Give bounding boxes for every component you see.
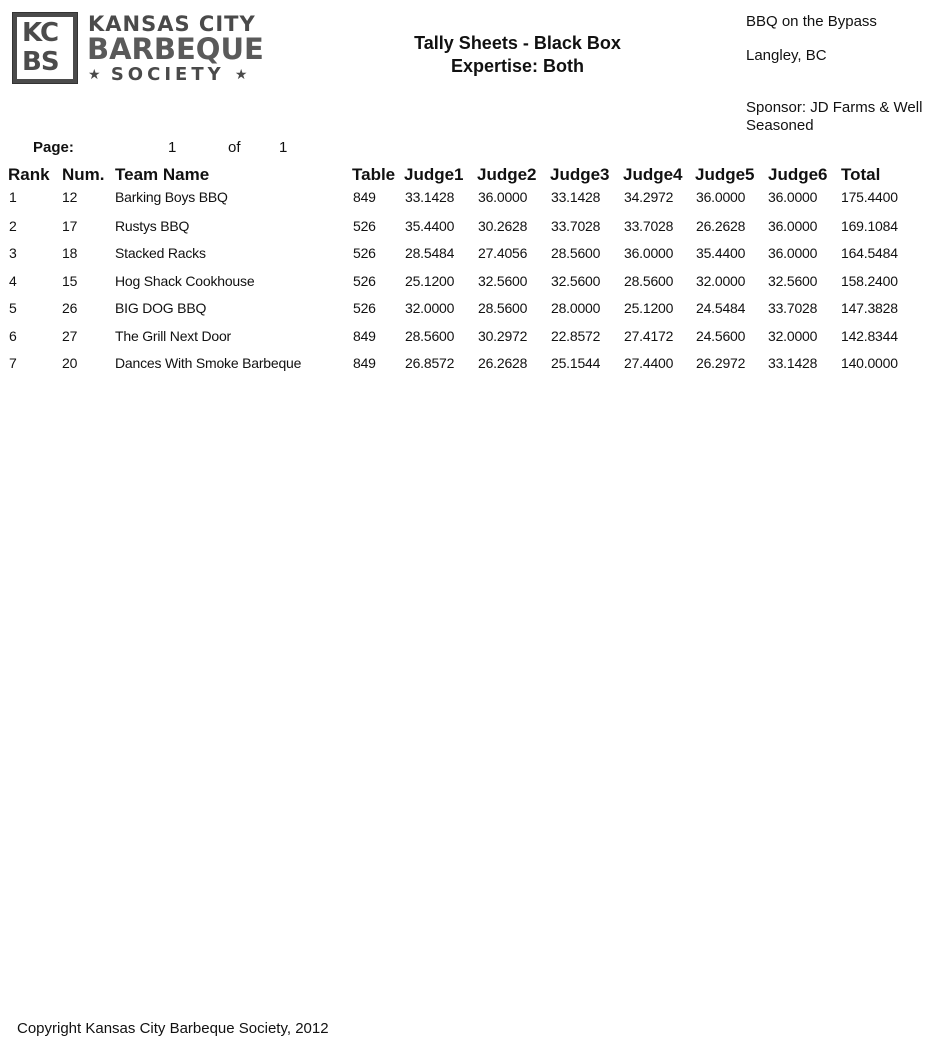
- team-name-cell: Hog Shack Cookhouse: [115, 273, 255, 289]
- team-name-cell: Rustys BBQ: [115, 218, 190, 234]
- kcbs-logo: [12, 12, 292, 88]
- team-number-cell: 26: [62, 300, 78, 316]
- page-of-label: of: [228, 139, 241, 156]
- team-number-cell: 17: [62, 218, 78, 234]
- judge1-score-cell: 35.4400: [405, 218, 455, 234]
- column-header-team-name: Team Name: [115, 165, 210, 184]
- table-number-cell: 526: [353, 273, 376, 289]
- judge3-score-cell: 32.5600: [551, 273, 601, 289]
- judge6-score-cell: 32.5600: [768, 273, 818, 289]
- column-header-judge6: Judge6: [768, 165, 828, 184]
- report-subtitle: Expertise: Both: [450, 56, 585, 76]
- logo-text-line3: [88, 64, 247, 87]
- judge4-score-cell: 28.5600: [624, 273, 674, 289]
- event-name: BBQ on the Bypass: [746, 13, 877, 30]
- judge2-score-cell: 28.5600: [478, 300, 528, 316]
- logo-mark-top: KC: [22, 18, 59, 48]
- judge1-score-cell: 28.5484: [405, 245, 455, 261]
- logo-text-line2: BARBEQUE: [87, 32, 264, 66]
- judge2-score-cell: 30.2972: [478, 328, 528, 344]
- table-number-cell: 526: [353, 245, 376, 261]
- judge1-score-cell: 28.5600: [405, 328, 455, 344]
- logo-mark-bottom: BS: [22, 47, 59, 77]
- report-title-block: [380, 32, 655, 78]
- event-location: Langley, BC: [746, 47, 827, 64]
- total-score-cell: 175.4400: [841, 189, 898, 205]
- judge6-score-cell: 32.0000: [768, 328, 818, 344]
- judge1-score-cell: 33.1428: [405, 189, 455, 205]
- judge5-score-cell: 24.5484: [696, 300, 746, 316]
- column-header-judge1: Judge1: [404, 165, 464, 184]
- column-header-judge3: Judge3: [550, 165, 610, 184]
- column-header-total: Total: [841, 165, 881, 184]
- judge5-score-cell: 32.0000: [696, 273, 746, 289]
- rank-cell: 6: [9, 328, 17, 344]
- report-title: Tally Sheets - Black Box: [414, 33, 621, 53]
- total-score-cell: 142.8344: [841, 328, 898, 344]
- table-number-cell: 849: [353, 355, 376, 371]
- rank-cell: 1: [9, 189, 17, 205]
- logo-society-text: SOCIETY: [110, 64, 225, 85]
- column-header-judge5: Judge5: [695, 165, 755, 184]
- judge1-score-cell: 25.1200: [405, 273, 455, 289]
- table-number-cell: 849: [353, 189, 376, 205]
- judge6-score-cell: 36.0000: [768, 245, 818, 261]
- rank-cell: 2: [9, 218, 17, 234]
- judge2-score-cell: 26.2628: [478, 355, 528, 371]
- team-number-cell: 20: [62, 355, 78, 371]
- column-header-judge4: Judge4: [623, 165, 683, 184]
- team-name-cell: Barking Boys BBQ: [115, 189, 228, 205]
- judge2-score-cell: 30.2628: [478, 218, 528, 234]
- judge2-score-cell: 32.5600: [478, 273, 528, 289]
- table-number-cell: 526: [353, 300, 376, 316]
- judge4-score-cell: 27.4400: [624, 355, 674, 371]
- judge6-score-cell: 33.7028: [768, 300, 818, 316]
- page-total: 1: [279, 139, 288, 156]
- page-label: Page:: [33, 139, 74, 156]
- judge1-score-cell: 32.0000: [405, 300, 455, 316]
- judge6-score-cell: 36.0000: [768, 189, 818, 205]
- judge5-score-cell: 24.5600: [696, 328, 746, 344]
- judge3-score-cell: 28.5600: [551, 245, 601, 261]
- column-header-table: Table: [352, 165, 396, 184]
- star-icon: ★: [88, 67, 101, 83]
- judge3-score-cell: 33.1428: [551, 189, 601, 205]
- total-score-cell: 164.5484: [841, 245, 898, 261]
- judge6-score-cell: 36.0000: [768, 218, 818, 234]
- column-header-judge2: Judge2: [477, 165, 537, 184]
- column-header-rank: Rank: [8, 165, 50, 184]
- judge5-score-cell: 26.2972: [696, 355, 746, 371]
- total-score-cell: 169.1084: [841, 218, 898, 234]
- team-name-cell: Dances With Smoke Barbeque: [115, 355, 302, 371]
- judge5-score-cell: 35.4400: [696, 245, 746, 261]
- judge3-score-cell: 22.8572: [551, 328, 601, 344]
- rank-cell: 5: [9, 300, 17, 316]
- judge1-score-cell: 26.8572: [405, 355, 455, 371]
- judge2-score-cell: 27.4056: [478, 245, 528, 261]
- column-header-num: Num.: [62, 165, 105, 184]
- team-name-cell: The Grill Next Door: [115, 328, 232, 344]
- judge3-score-cell: 33.7028: [551, 218, 601, 234]
- rank-cell: 7: [9, 355, 17, 371]
- judge6-score-cell: 33.1428: [768, 355, 818, 371]
- judge4-score-cell: 27.4172: [624, 328, 674, 344]
- judge4-score-cell: 25.1200: [624, 300, 674, 316]
- team-name-cell: BIG DOG BBQ: [115, 300, 207, 316]
- judge4-score-cell: 36.0000: [624, 245, 674, 261]
- total-score-cell: 158.2400: [841, 273, 898, 289]
- table-number-cell: 849: [353, 328, 376, 344]
- total-score-cell: 147.3828: [841, 300, 898, 316]
- rank-cell: 4: [9, 273, 17, 289]
- judge3-score-cell: 25.1544: [551, 355, 601, 371]
- copyright-footer: Copyright Kansas City Barbeque Society, 2012: [17, 1020, 329, 1037]
- table-number-cell: 526: [353, 218, 376, 234]
- star-icon: ★: [234, 67, 248, 83]
- team-number-cell: 27: [62, 328, 78, 344]
- page-current: 1: [168, 139, 177, 156]
- judge5-score-cell: 36.0000: [696, 189, 746, 205]
- kcbs-logo-mark: [12, 12, 78, 84]
- team-name-cell: Stacked Racks: [115, 245, 206, 261]
- judge4-score-cell: 33.7028: [624, 218, 674, 234]
- judge3-score-cell: 28.0000: [551, 300, 601, 316]
- logo-text-line1: KANSAS CITY: [88, 12, 256, 36]
- team-number-cell: 18: [62, 245, 78, 261]
- total-score-cell: 140.0000: [841, 355, 898, 371]
- rank-cell: 3: [9, 245, 17, 261]
- team-number-cell: 12: [62, 189, 78, 205]
- event-sponsor: Sponsor: JD Farms & Well Seasoned: [746, 99, 923, 134]
- team-number-cell: 15: [62, 273, 78, 289]
- judge2-score-cell: 36.0000: [478, 189, 528, 205]
- judge5-score-cell: 26.2628: [696, 218, 746, 234]
- judge4-score-cell: 34.2972: [624, 189, 674, 205]
